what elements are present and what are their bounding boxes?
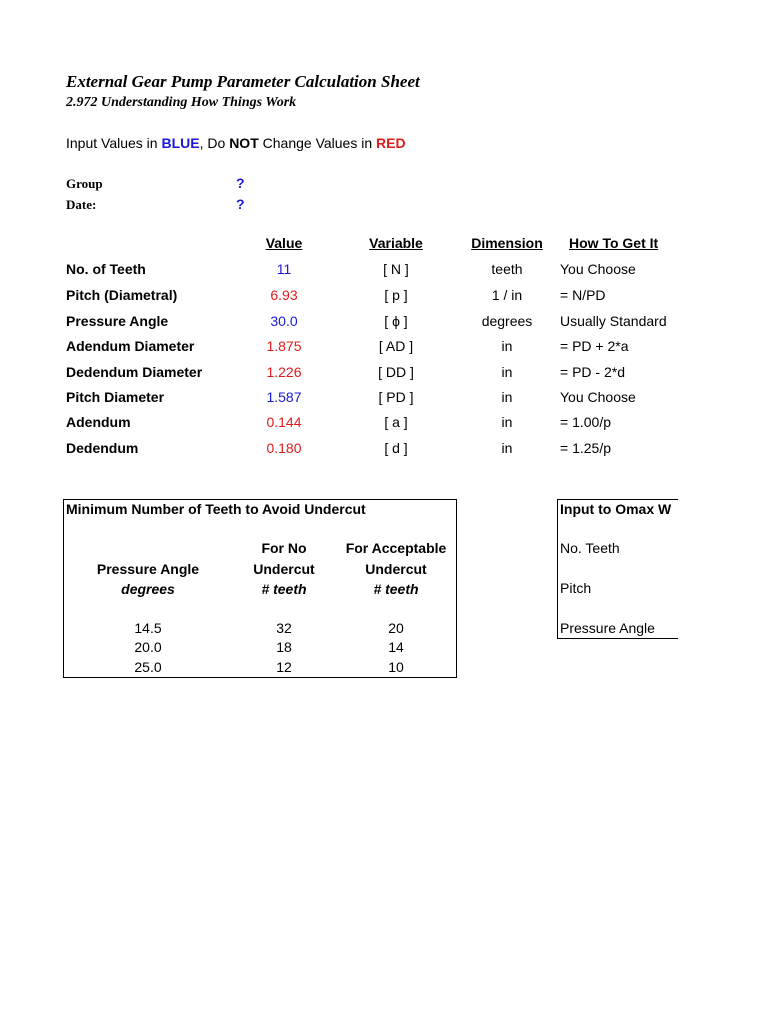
date-label: Date:: [66, 197, 97, 212]
undercut-acceptable-cell: 14: [388, 639, 404, 655]
row-label: Pressure Angle: [66, 313, 169, 329]
undercut-col2-header1: For No: [261, 540, 307, 556]
how-cell: Usually Standard: [560, 313, 667, 329]
dimension-cell: teeth: [491, 261, 523, 277]
dimension-cell: degrees: [481, 313, 533, 329]
undercut-col1-header: Pressure Angle: [96, 561, 200, 577]
dimension-cell: in: [501, 364, 513, 380]
value-cell-input[interactable]: 30.0: [270, 313, 298, 329]
row-label: Pitch (Diametral): [66, 287, 178, 303]
row-label: Pitch Diameter: [66, 389, 165, 405]
how-cell: = PD - 2*d: [560, 364, 625, 380]
row-label: Dedendum: [66, 440, 139, 456]
how-cell: = 1.25/p: [560, 440, 611, 456]
group-input[interactable]: ?: [236, 175, 245, 191]
instr-blue-word: BLUE: [161, 135, 200, 151]
undercut-col3-header1: For Acceptable: [345, 540, 447, 556]
how-cell: You Choose: [560, 389, 636, 405]
sheet-title: External Gear Pump Parameter Calculation Sheet: [66, 72, 420, 91]
group-label: Group: [66, 176, 103, 191]
undercut-col2-header2: Undercut: [253, 561, 315, 577]
value-cell-computed: 1.226: [266, 364, 302, 380]
col-header-how: How To Get It: [569, 235, 659, 251]
dimension-cell: 1 / in: [491, 287, 523, 303]
value-cell-input[interactable]: 1.587: [266, 389, 302, 405]
how-cell: You Choose: [560, 261, 636, 277]
row-label: Adendum Diameter: [66, 338, 195, 354]
variable-cell: [ a ]: [384, 414, 408, 430]
undercut-col1-unit: degrees: [121, 581, 175, 597]
variable-cell: [ ϕ ]: [384, 313, 408, 329]
undercut-table-title: Minimum Number of Teeth to Avoid Undercut: [66, 501, 366, 517]
instructions: [66, 135, 406, 151]
row-label: No. of Teeth: [66, 261, 146, 277]
how-cell: = PD + 2*a: [560, 338, 629, 354]
undercut-angle-cell: 25.0: [134, 659, 162, 675]
value-cell-computed: 0.180: [266, 440, 302, 456]
undercut-col3-header2: Undercut: [365, 561, 427, 577]
dimension-cell: in: [501, 414, 513, 430]
omax-box-title: Input to Omax W: [560, 501, 672, 517]
instr-red-word: RED: [376, 135, 406, 151]
value-cell-computed: 1.875: [266, 338, 302, 354]
variable-cell: [ AD ]: [378, 338, 414, 354]
omax-item-pitch: Pitch: [560, 580, 592, 596]
value-cell-input[interactable]: 11: [276, 261, 292, 277]
how-cell: = 1.00/p: [560, 414, 611, 430]
value-cell-computed: 0.144: [266, 414, 302, 430]
variable-cell: [ N ]: [383, 261, 409, 277]
undercut-acceptable-cell: 10: [388, 659, 404, 675]
omax-input-box: [557, 499, 678, 639]
variable-cell: [ DD ]: [378, 364, 414, 380]
row-label: Adendum: [66, 414, 131, 430]
omax-item-pressure-angle: Pressure Angle: [560, 620, 655, 636]
dimension-cell: in: [501, 440, 513, 456]
instr-not-word: NOT: [229, 135, 259, 151]
instr-part1: Input Values in: [66, 135, 162, 151]
variable-cell: [ p ]: [384, 287, 408, 303]
value-cell-computed: 6.93: [270, 287, 298, 303]
variable-cell: [ d ]: [384, 440, 408, 456]
omax-item-teeth: No. Teeth: [560, 540, 620, 556]
undercut-col3-unit: # teeth: [373, 581, 419, 597]
instr-part3: Change Values in: [258, 135, 377, 151]
date-input[interactable]: ?: [236, 196, 245, 212]
instr-part2: , Do: [199, 135, 230, 151]
undercut-no-undercut-cell: 18: [276, 639, 292, 655]
row-label: Dedendum Diameter: [66, 364, 203, 380]
undercut-angle-cell: 20.0: [134, 639, 162, 655]
dimension-cell: in: [501, 338, 513, 354]
col-header-dimension: Dimension: [471, 235, 543, 251]
col-header-value: Value: [265, 235, 303, 251]
how-cell: = N/PD: [560, 287, 606, 303]
sheet-subtitle: 2.972 Understanding How Things Work: [66, 95, 297, 110]
undercut-col2-unit: # teeth: [261, 581, 307, 597]
variable-cell: [ PD ]: [378, 389, 414, 405]
undercut-no-undercut-cell: 32: [276, 620, 292, 636]
undercut-angle-cell: 14.5: [134, 620, 162, 636]
undercut-no-undercut-cell: 12: [276, 659, 292, 675]
undercut-acceptable-cell: 20: [388, 620, 404, 636]
col-header-variable: Variable: [369, 235, 423, 251]
dimension-cell: in: [501, 389, 513, 405]
